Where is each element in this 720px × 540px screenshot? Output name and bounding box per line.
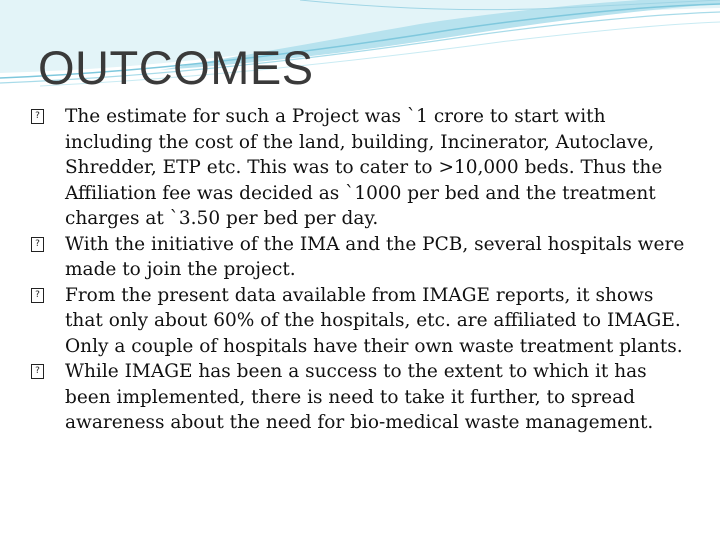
bullet-item [30,283,690,360]
missing-glyph-icon [31,109,44,124]
bullet-text: From the present data available from IMAGE reports, it shows that only about 60% of the hospitals, etc. are affiliated to IMAGE. Only a couple of hospitals have their own waste treatment plants. [65,284,683,357]
missing-glyph-icon [31,288,44,303]
bullet-item [30,359,690,436]
bullet-item [30,104,690,232]
bullet-list [30,104,690,436]
bullet-item [30,232,690,283]
bullet-text: With the initiative of the IMA and the PCB, several hospitals were made to join the project. [65,233,685,280]
bullet-text: The estimate for such a Project was `1 crore to start with including the cost of the land, building, Incinerator, Autoclave, Shredder, ETP etc. This was to cater to >10,000 beds. Thus the Affiliation fee was decided as `1000 per bed and the treatment charges at `3.50 per bed per day. [65,106,663,229]
bullet-text: While IMAGE has been a success to the extent to which it has been implemented, there is need to take it further, to spread awareness about the need for bio-medical waste management. [65,361,654,433]
slide-title: OUTCOMES [38,41,314,94]
missing-glyph-icon [31,237,44,252]
missing-glyph-icon [31,364,44,379]
